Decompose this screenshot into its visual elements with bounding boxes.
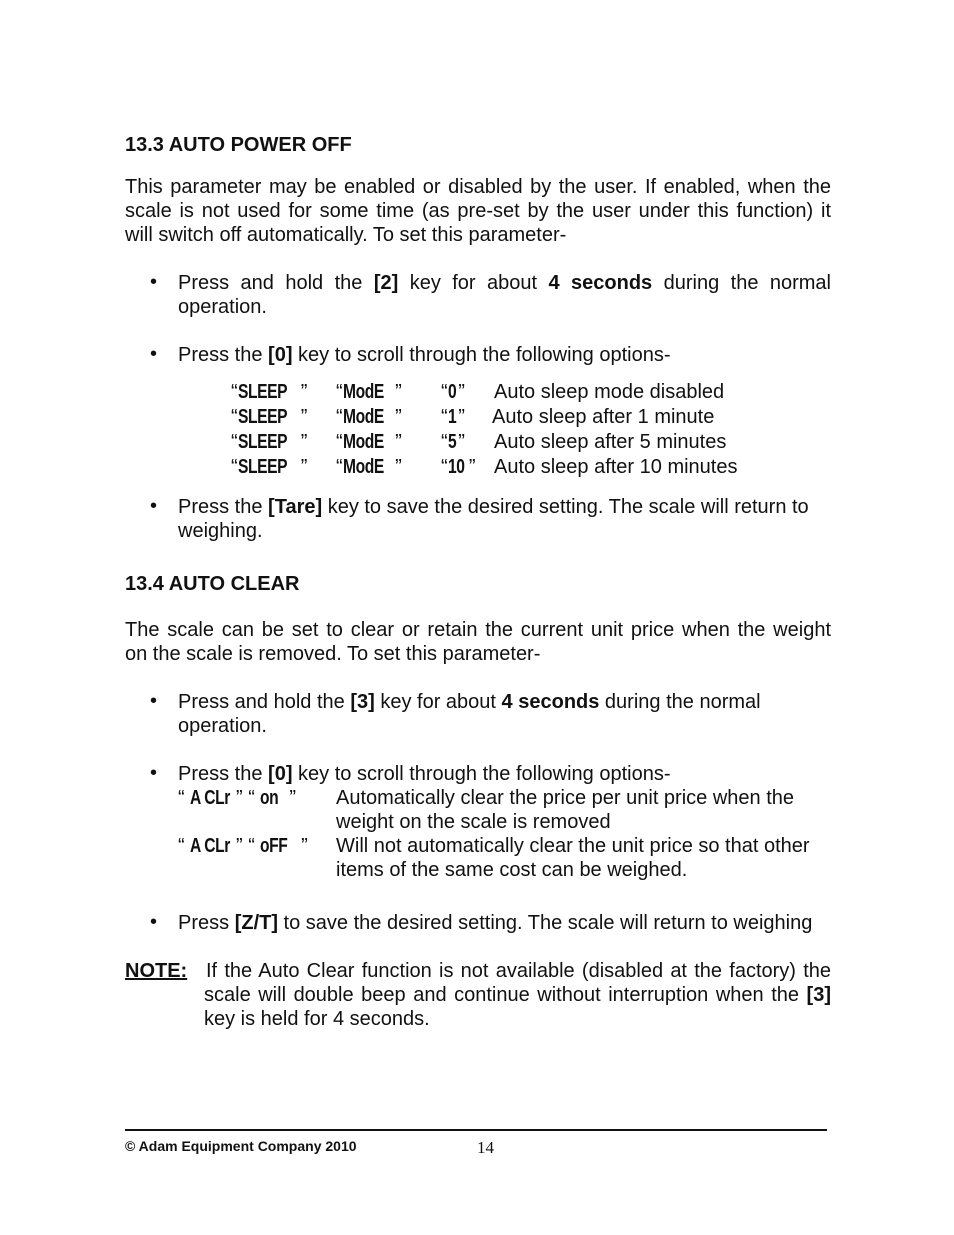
- bullet-line: Press and hold the [3] key for about 4 seconds during the normal: [178, 691, 761, 713]
- bullet-save-zt: Press [Z/T] to save the desired setting. The scale will return to weighing: [178, 912, 813, 934]
- section-13-4-heading: 13.4 AUTO CLEAR: [125, 573, 300, 595]
- bullet-line: operation.: [178, 296, 267, 318]
- bullet-hold-key-2: [178, 271, 831, 319]
- key-label: [0]: [268, 763, 293, 785]
- bullet-scroll-options: Press the [0] key to scroll through the following options-: [178, 344, 671, 366]
- note-line: key is held for 4 seconds.: [204, 1008, 430, 1030]
- intro-line: on the scale is removed. To set this parameter-: [125, 643, 541, 665]
- section-13-3-heading: 13.3 AUTO POWER OFF: [125, 134, 352, 156]
- time-label: 4 seconds: [501, 691, 600, 713]
- bullet-icon: •: [150, 690, 158, 712]
- bullet-icon: •: [150, 343, 158, 365]
- time-label: 4 seconds: [548, 272, 653, 294]
- note-line: scale will double beep and continue without interruption when the [3]: [204, 984, 831, 1006]
- key-label: [3]: [350, 691, 375, 713]
- key-label: [Tare]: [268, 496, 323, 518]
- page-number: 14: [477, 1138, 494, 1157]
- option-description: Will not automatically clear the unit price so that other items of the same cost can be weighed.: [336, 835, 810, 881]
- option-display: “ A CLr: [178, 835, 231, 857]
- option-description: Automatically clear the price per unit price when the weight on the scale is removed: [336, 787, 795, 833]
- option-display: ” “ oFF ”: [236, 835, 308, 857]
- bullet-icon: •: [150, 762, 158, 784]
- option-display: ” “ on ”: [236, 787, 297, 809]
- footer-copyright: © Adam Equipment Company 2010: [125, 1138, 357, 1154]
- intro-line: scale is not used for some time (as pre-set by the user under this function) it: [125, 200, 831, 222]
- key-label: [2]: [373, 272, 399, 294]
- bullet-icon: •: [150, 911, 158, 933]
- intro-line: will switch off automatically. To set this parameter-: [125, 224, 567, 246]
- option-display: “ A CLr: [178, 787, 231, 809]
- bullet-save-tare: [178, 495, 831, 543]
- section-13-4-intro: [125, 618, 831, 666]
- bullet-line: Press and hold the [2] key for about 4 seconds during the normal: [178, 272, 831, 294]
- bullet-line: operation.: [178, 715, 267, 737]
- bullet-icon: •: [150, 271, 158, 293]
- bullet-icon: •: [150, 495, 158, 517]
- intro-line: The scale can be set to clear or retain the current unit price when the weight: [125, 619, 831, 641]
- key-label: [Z/T]: [234, 912, 278, 934]
- bullet-line: weighing.: [178, 520, 263, 542]
- bullet-line: Press the [Tare] key to save the desired setting. The scale will return to: [178, 496, 809, 518]
- footer-rule: [125, 1129, 827, 1131]
- bullet-scroll-options: Press the [0] key to scroll through the following options-: [178, 763, 671, 785]
- section-13-3-intro: [125, 175, 831, 247]
- note-text: If the Auto Clear function is not available (disabled at the factory) the scale will double beep and continue without interruption when the [3] key is held for 4 seconds.: [204, 960, 831, 1030]
- note-label: NOTE:: [125, 960, 188, 982]
- key-label: [0]: [268, 344, 293, 366]
- bullet-hold-key-3: [178, 690, 831, 738]
- intro-line: This parameter may be enabled or disabled by the user. If enabled, when the: [125, 176, 831, 198]
